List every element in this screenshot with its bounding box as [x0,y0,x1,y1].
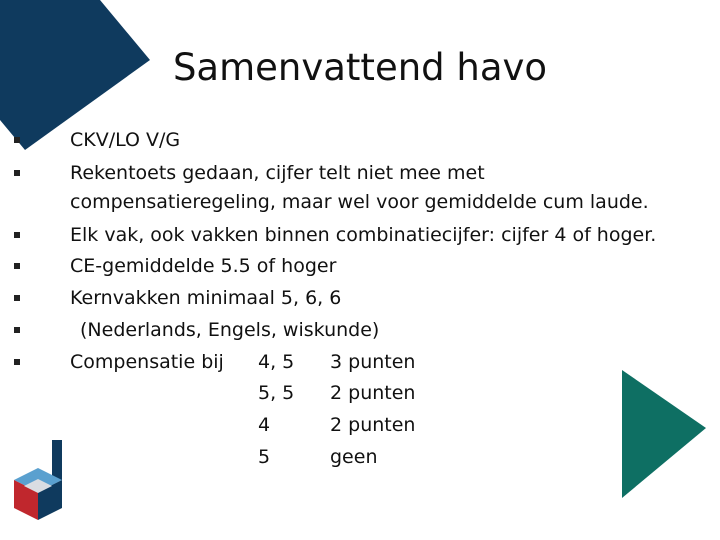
bullet-marker [14,263,20,269]
bullet-marker [14,295,20,301]
compensation-grades: 4, 5 [258,351,295,373]
compensation-grades: 5 [258,446,271,468]
compensation-grades: 5, 5 [258,382,295,404]
bullet-item-rekentoets: Rekentoets gedaan, cijfer telt niet mee met [70,162,485,184]
bullet-marker [14,232,20,238]
bullet-marker [14,359,20,365]
slide-title: Samenvattend havo [172,46,548,89]
bullet-marker [14,327,20,333]
bullet-item-compensatie: Compensatie bij [70,351,224,373]
compensation-points: 2 punten [330,382,416,404]
bullet-item-kernvakken-list: (Nederlands, Engels, wiskunde) [80,319,380,341]
bullet-marker [14,170,20,176]
compensation-grades: 4 [258,414,271,436]
bullet-item-ckv: CKV/LO V/G [70,129,181,151]
bullet-item-rekentoets-continuation: compensatieregeling, maar wel voor gemiddelde cum laude. [70,191,649,213]
bullet-item-elk-vak: Elk vak, ook vakken binnen combinatiecijfer: cijfer 4 of hoger. [70,224,657,246]
bullet-item-ce-gemiddelde: CE-gemiddelde 5.5 of hoger [70,255,337,277]
bullet-item-kernvakken: Kernvakken minimaal 5, 6, 6 [70,287,342,309]
compensation-points: 2 punten [330,414,416,436]
bullet-marker [14,137,20,143]
compensation-points: 3 punten [330,351,416,373]
compensation-points: geen [330,446,378,468]
